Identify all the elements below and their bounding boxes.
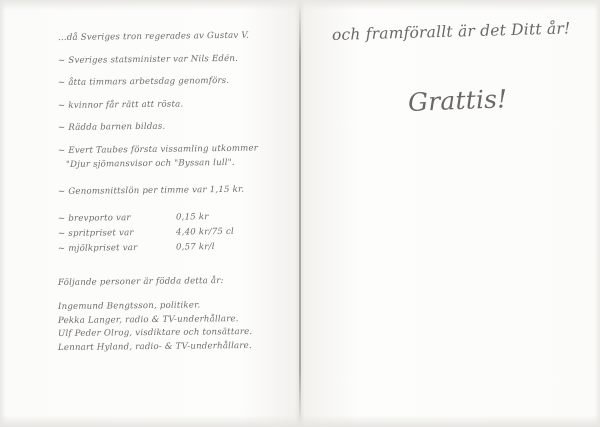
fact-line: ~ Rädda barnen bildas. (57, 121, 166, 133)
fact-line: ~ kvinnor får rätt att rösta. (57, 98, 184, 111)
birth-name: Lennart Hyland, radio- & TV-underhållare. (57, 340, 252, 353)
handwritten-year-facts (58, 32, 290, 355)
price-label: ~ brevporto var (57, 213, 131, 224)
right-page (300, 0, 600, 427)
price-value: 0,15 kr (175, 212, 209, 223)
fact-line: ~ åtta timmars arbetsdag genomförs. (57, 75, 230, 88)
price-row (58, 225, 290, 240)
birth-names-list (58, 301, 290, 354)
fact-line: ~ Evert Taubes första vissamling utkommer (57, 143, 259, 156)
fact-line: ...då Sveriges tron regerades av Gustav V. (57, 30, 250, 43)
price-value: 4,40 kr/75 cl (175, 226, 234, 238)
fact-line-continuation: "Djur sjömansvisor och "Byssan lull". (65, 157, 235, 170)
birth-name: Ulf Peder Olrog, visdiktare och tonsättare. (57, 326, 253, 339)
price-value: 0,57 kr/l (175, 242, 215, 253)
birth-name: Ingemund Bengtsson, politiker. (57, 300, 201, 312)
headline-text: och framförallt är det Ditt år! (331, 19, 571, 44)
price-row (58, 210, 290, 225)
price-label: ~ mjölkpriset var (57, 243, 138, 254)
birth-name: Pekka Langer, radio & TV-underhållare. (57, 313, 239, 326)
price-list (58, 213, 290, 255)
greeting-text: Grattis! (407, 84, 508, 117)
births-heading: Följande personer är födda detta år: (57, 275, 224, 288)
price-label: ~ spritpriset var (57, 228, 134, 239)
fact-line: ~ Sveriges statsminister var Nils Edén. (57, 53, 239, 66)
price-row (58, 240, 290, 255)
fact-line: ~ Genomsnittslön per timme var 1,15 kr. (57, 184, 245, 197)
